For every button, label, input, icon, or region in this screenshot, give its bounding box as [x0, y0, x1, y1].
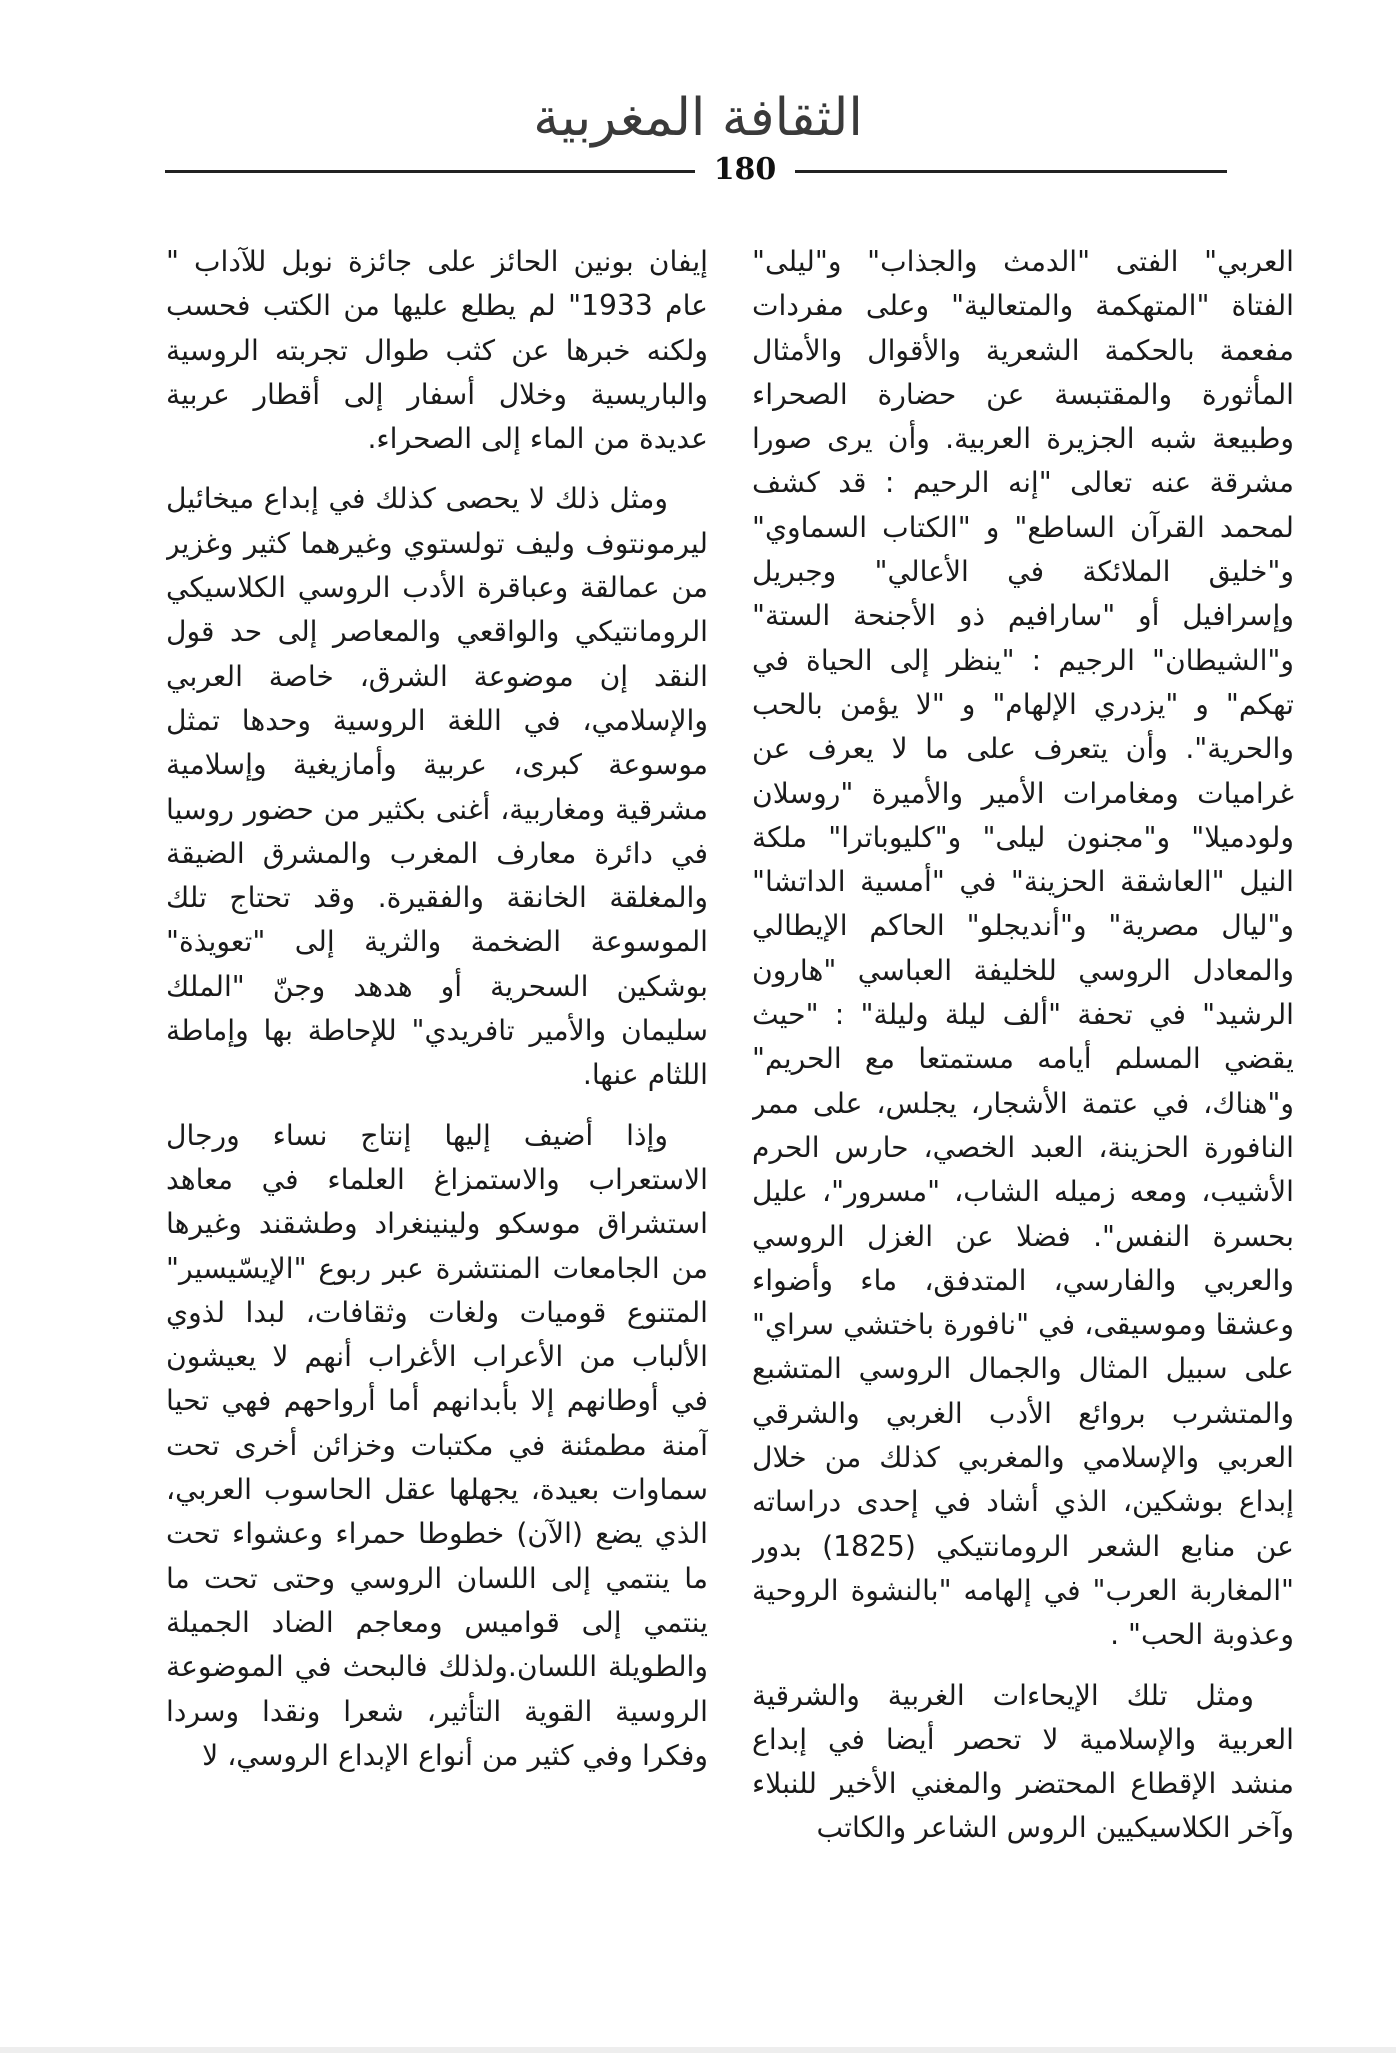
left-paragraph-3: وإذا أضيف إليها إنتاج نساء ورجال الاستعراب والاستمزاغ العلماء في معاهد استشراق موسكو ولينينغراد وطشقند وغيرها من الجامعات المنتشرة عبر ربوع "الإيسّيسير" المتنوع قوميات ولغات وثقافات، لبدا لذوي الألباب من الأعراب الأغراب أنهم لا يعيشون في أوطانهم إلا بأبدانهم أما أرواحهم فهي تحيا آمنة مطمئنة في مكتبات وخزائن أخرى تحت سماوات بعيدة، يجهلها عقل الحاسوب العربي، الذي يضع (الآن) خطوطا حمراء وعشواء تحت ما ينتمي إلى اللسان الروسي وحتى تحت ما ينتمي إلى قواميس ومعاجم الضاد الجميلة والطويلة اللسان.ولذلك فالبحث في الموضوعة الروسية القوية التأثير، شعرا ونقدا وسردا وفكرا وفي كثير من أنواع الإبداع الروسي، لا — [166, 1118, 708, 1772]
header-rule-right — [795, 170, 1227, 173]
left-text-column — [166, 240, 708, 1860]
left-paragraph-1: إيفان بونين الحائز على جائزة نوبل للآداب " عام 1933" لم يطلع عليها من الكتب فحسب ولكنه خبرها عن كثب طوال تجربته الروسية والباريسية وخلال أسفار إلى أقطار عربية عديدة من الماء إلى الصحراء. — [166, 245, 708, 456]
page-number: 180 — [713, 152, 777, 187]
journal-masthead: الثقافة المغربية — [533, 88, 863, 148]
right-text-column — [752, 240, 1294, 1860]
right-paragraph-2: ومثل تلك الإيحاءات الغربية والشرقية العربية والإسلامية لا تحصر أيضا في إبداع منشد الإقطاع المحتضر والمغني الأخير للنبلاء وآخر الكلاسيكيين الروس الشاعر والكاتب — [752, 1678, 1294, 1845]
right-paragraph-1: العربي" الفتى "الدمث والجذاب" و"ليلى" الفتاة "المتهكمة والمتعالية" وعلى مفردات مفعمة بالحكمة الشعرية والأقوال والأمثال المأثورة والمقتبسة عن حضارة الصحراء وطبيعة شبه الجزيرة العربية. وأن يرى صورا مشرقة عنه تعالى "إنه الرحيم : قد كشف لمحمد القرآن الساطع" و "الكتاب السماوي" و"خليق الملائكة في الأعالي" وجبريل وإسرافيل أو "سارافيم ذو الأجنحة الستة" و"الشيطان" الرجيم : "ينظر إلى الحياة في تهكم" و "يزدري الإلهام" و "لا يؤمن بالحب والحرية". وأن يتعرف على ما لا يعرف عن غراميات ومغامرات الأمير والأميرة "روسلان ولودميلا" و"مجنون ليلى" و"كليوباترا" ملكة النيل "العاشقة الحزينة" في "أمسية الداتشا" و"ليال مصرية" و"أنديجلو" الحاكم الإيطالي والمعادل الروسي للخليفة العباسي "هارون الرشيد" في تحفة "ألف ليلة وليلة" : "حيث يقضي المسلم أيامه مستمتعا مع الحريم" و"هناك، في عتمة الأشجار، يجلس، على ممر النافورة الحزينة، العبد الخصي، حارس الحرم الأشيب، ومعه زميله الشاب، "مسرور"، عليل بحسرة النفس". فضلا عن الغزل الروسي والعربي والفارسي، المتدفق، ماء وأضواء وعشقا وموسيقى، في "نافورة باختشي سراي" على سبيل المثال والجمال الروسي المتشبع والمتشرب بروائع الأدب الغربي والشرقي العربي والإسلامي والمغربي كذلك من خلال إبداع بوشكين، الذي أشاد في إحدى دراساته عن منابع الشعر الرومانتيكي (1825) بدور "المغاربة العرب" في إلهامه "بالنشوة الروحية وعذوبة الحب" . — [752, 245, 1294, 1652]
page-bottom-edge — [0, 2047, 1396, 2053]
left-paragraph-2: ومثل ذلك لا يحصى كذلك في إبداع ميخائيل ليرمونتوف وليف تولستوي وغيرهما كثير وغزير من عمالقة وعباقرة الأدب الروسي الكلاسيكي الرومانتيكي والواقعي والمعاصر إلى حد قول النقد إن موضوعة الشرق، خاصة العربي والإسلامي، في اللغة الروسية وحدها تمثل موسوعة كبرى، عربية وأمازيغية وإسلامية مشرقية ومغاربية، أغنى بكثير من حضور روسيا في دائرة معارف المغرب والمشرق الضيقة والمغلقة الخانقة والفقيرة. وقد تحتاج تلك الموسوعة الضخمة والثرية إلى "تعويذة" بوشكين السحرية أو هدهد وجنّ "الملك سليمان والأمير تافريدي" للإحاطة بها وإماطة اللثام عنها. — [166, 482, 708, 1092]
header-rule-left — [165, 170, 695, 173]
